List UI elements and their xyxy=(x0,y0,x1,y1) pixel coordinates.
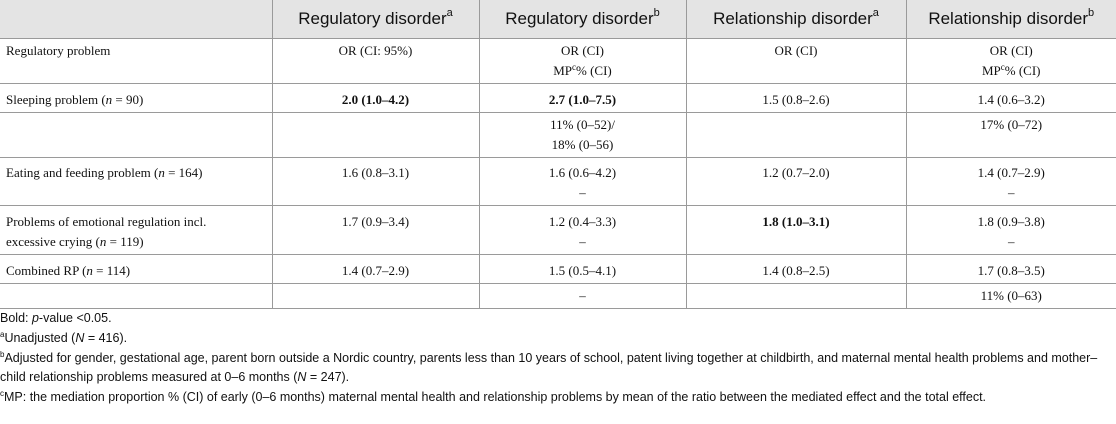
cell-blank xyxy=(686,284,906,309)
footnote-a: $^a$Unadjusted (N = 416). xyxy=(0,330,128,345)
header-col3: Relationship disorder$^a$ xyxy=(686,0,906,39)
cell-comb-c2: 1.5 (0.5–4.1) xyxy=(479,255,686,284)
cell-comb-c3: 1.4 (0.8–2.5) xyxy=(686,255,906,284)
footnote-c: $^c$MP: the mediation proportion % (CI) of early (0–6 months) maternal mental health and relationship problems by mean of the ratio between the mediated effect and the total effect. xyxy=(0,389,987,404)
subheader-c4: OR (CI) $MP^c\%$ (CI) xyxy=(906,39,1116,84)
table-row xyxy=(0,206,1116,255)
table-row xyxy=(0,84,1116,113)
cell-emo-c2: 1.2 (0.4–3.3) – xyxy=(479,206,686,255)
cell-sleep-c2: 2.7 (1.0–7.5) xyxy=(479,84,686,113)
row-label-eating: Eating and feeding problem (n = 164) xyxy=(0,158,272,206)
cell-sleep-c1: 2.0 (1.0–4.2) xyxy=(272,84,479,113)
cell-emo-c1: 1.7 (0.9–3.4) xyxy=(272,206,479,255)
cell-comb-mp-c4: 11% (0–63) xyxy=(906,284,1116,309)
cell-comb-c1: 1.4 (0.7–2.9) xyxy=(272,255,479,284)
header-blank-cell xyxy=(0,0,272,39)
footnote-bold: Bold: p-value <0.05. xyxy=(0,311,112,325)
table-footnotes xyxy=(0,309,1116,408)
cell-blank xyxy=(272,284,479,309)
table-row xyxy=(0,284,1116,309)
cell-blank xyxy=(0,113,272,158)
subheader-c1: OR (CI: 95%) xyxy=(272,39,479,84)
table-row xyxy=(0,113,1116,158)
cell-comb-c4: 1.7 (0.8–3.5) xyxy=(906,255,1116,284)
cell-eat-c3: 1.2 (0.7–2.0) xyxy=(686,158,906,206)
subheader-c3: OR (CI) xyxy=(686,39,906,84)
cell-sleep-c3: 1.5 (0.8–2.6) xyxy=(686,84,906,113)
table-row xyxy=(0,255,1116,284)
cell-blank xyxy=(272,113,479,158)
table-subheader-row xyxy=(0,39,1116,84)
cell-sleep-c4: 1.4 (0.6–3.2) xyxy=(906,84,1116,113)
cell-sleep-mp-c2: 11% (0–52)/ 18% (0–56) xyxy=(479,113,686,158)
cell-blank xyxy=(0,284,272,309)
cell-emo-c4: 1.8 (0.9–3.8) – xyxy=(906,206,1116,255)
cell-eat-c2: 1.6 (0.6–4.2) – xyxy=(479,158,686,206)
cell-sleep-mp-c4: 17% (0–72) xyxy=(906,113,1116,158)
cell-eat-c1: 1.6 (0.8–3.1) xyxy=(272,158,479,206)
header-col2: Regulatory disorder$^b$ xyxy=(479,0,686,39)
header-col4: Relationship disorder$^b$ xyxy=(906,0,1116,39)
footnote-b: $^b$Adjusted for gender, gestational age, parent born outside a Nordic country, parents less than 10 years of school, patent living together at childbirth, and maternal mental health problems and mother–child relationship problems measured at 0–6 months (N = 247). xyxy=(0,350,1098,384)
row-label-combined: Combined RP (n = 114) xyxy=(0,255,272,284)
row-label-emotional: Problems of emotional regulation incl. excessive crying (n = 119) xyxy=(0,206,272,255)
cell-comb-mp-c2: – xyxy=(479,284,686,309)
cell-blank xyxy=(686,113,906,158)
cell-eat-c4: 1.4 (0.7–2.9) – xyxy=(906,158,1116,206)
table-header-row xyxy=(0,0,1116,39)
subheader-label: Regulatory problem xyxy=(0,39,272,84)
subheader-c2: OR (CI) $MP^c\%$ (CI) xyxy=(479,39,686,84)
cell-emo-c3: 1.8 (1.0–3.1) xyxy=(686,206,906,255)
row-label-sleeping: Sleeping problem (n = 90) xyxy=(0,84,272,113)
table-row xyxy=(0,158,1116,206)
header-col1: Regulatory disorder$^a$ xyxy=(272,0,479,39)
